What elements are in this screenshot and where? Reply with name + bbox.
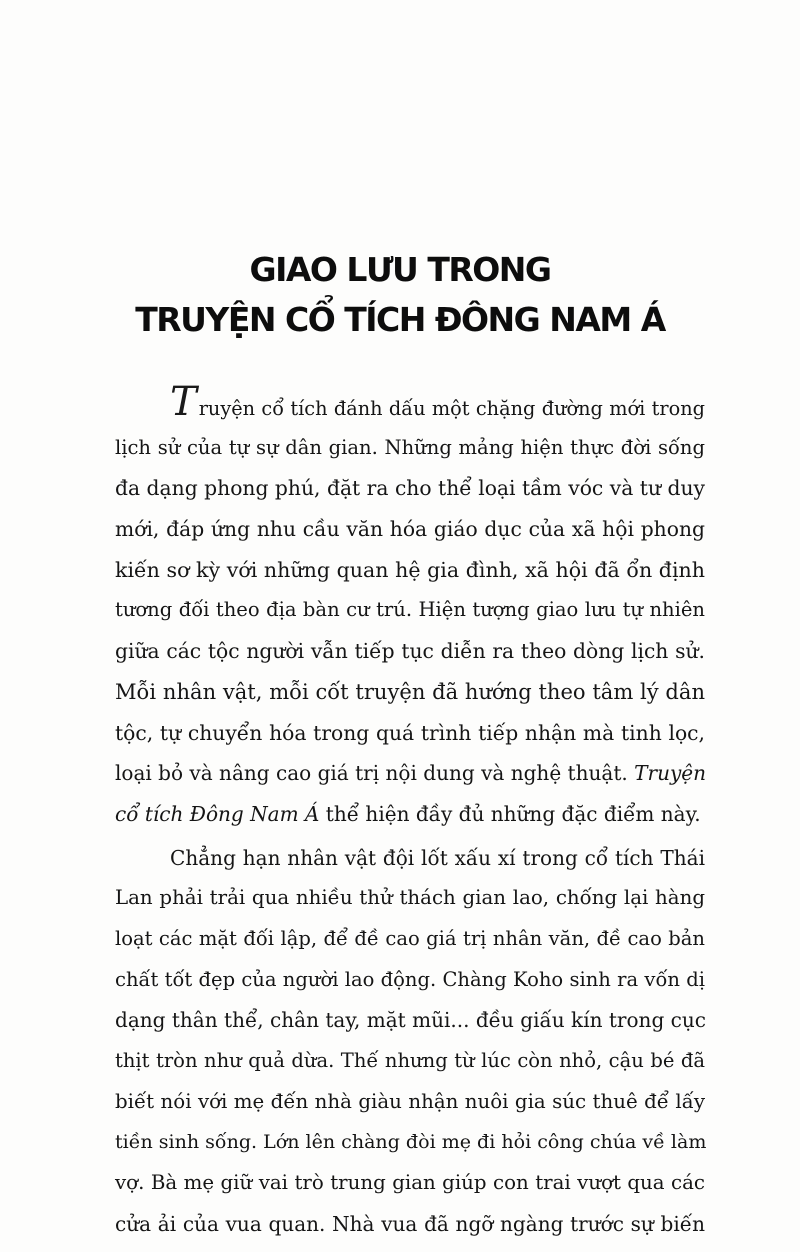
- paragraph-line: tương đối theo địa bàn cư trú. Hiện tượng giao lưu tự nhiên: [115, 598, 705, 622]
- paragraph-line: [115, 794, 705, 835]
- paragraph-line: chất tốt đẹp của người lao động. Chàng Koho sinh ra vốn dị: [115, 967, 705, 991]
- paragraph-line: kiến sơ kỳ với những quan hệ gia đình, xã hội đã ổn định: [115, 557, 705, 582]
- italic-book-title: cổ tích Đông Nam Á: [115, 801, 320, 826]
- chapter-title-line-2: TRUYỆN CỔ TÍCH ĐÔNG NAM Á: [135, 300, 665, 339]
- paragraph-2: [115, 838, 705, 1245]
- italic-book-title: Truyện: [634, 761, 707, 786]
- paragraph-line: cửa ải của vua quan. Nhà vua đã ngỡ ngàng trước sự biến: [115, 1211, 705, 1236]
- body-text: [115, 379, 707, 1244]
- paragraph-line: Mỗi nhân vật, mỗi cốt truyện đã hướng theo tâm lý dân: [115, 678, 705, 704]
- paragraph-line: [115, 753, 705, 794]
- paragraph-line: loạt các mặt đối lập, để đề cao giá trị nhân văn, đề cao bản: [115, 926, 705, 950]
- drop-cap: T: [170, 379, 197, 425]
- paragraph-line: đa dạng phong phú, đặt ra cho thể loại tầm vóc và tư duy: [115, 476, 705, 501]
- paragraph-line: Chẳng hạn nhân vật đội lốt xấu xí trong cổ tích Thái: [170, 845, 705, 870]
- text-run: thể hiện đầy đủ những đặc điểm này.: [325, 801, 701, 826]
- paragraph-line: thịt tròn như quả dừa. Thế nhưng từ lúc còn nhỏ, cậu bé đã: [115, 1049, 705, 1072]
- text-run: ruyện cổ tích đánh dấu một chặng đường mới trong: [198, 397, 705, 420]
- chapter-title-line-1: GIAO LƯU TRONG: [249, 250, 551, 289]
- paragraph-line: [115, 379, 705, 428]
- paragraph-line: lịch sử của tự sự dân gian. Những mảng hiện thực đời sống: [115, 435, 705, 459]
- paragraph-line: tiền sinh sống. Lớn lên chàng đòi mẹ đi hỏi công chúa về làm: [115, 1131, 707, 1154]
- paragraph-line: dạng thân thể, chân tay, mặt mũi... đều giấu kín trong cục: [115, 1008, 706, 1033]
- paragraph-line: tộc, tự chuyển hóa trong quá trình tiếp nhận mà tinh lọc,: [115, 720, 705, 745]
- paragraph-line: vợ. Bà mẹ giữ vai trò trung gian giúp con trai vượt qua các: [115, 1171, 705, 1195]
- paragraph-line: giữa các tộc người vẫn tiếp tục diễn ra theo dòng lịch sử.: [115, 639, 705, 664]
- text-run: loại bỏ và nâng cao giá trị nội dung và nghệ thuật.: [115, 761, 628, 786]
- paragraph-line: mới, đáp ứng nhu cầu văn hóa giáo dục của xã hội phong: [115, 517, 705, 542]
- paragraph-1: [115, 379, 707, 835]
- paragraph-line: Lan phải trải qua nhiều thử thách gian lao, chống lại hàng: [115, 886, 705, 910]
- paragraph-line: biết nói với mẹ đến nhà giàu nhận nuôi gia súc thuê để lấy: [115, 1089, 705, 1113]
